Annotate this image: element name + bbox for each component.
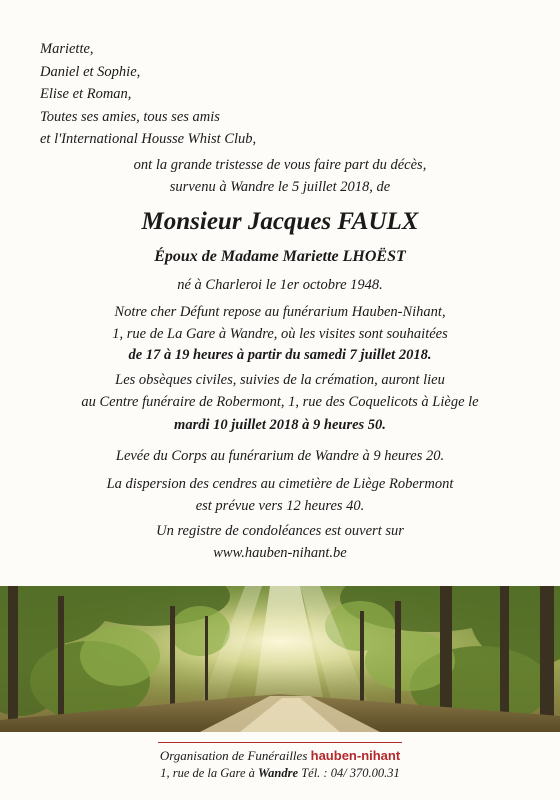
birth-line: né à Charleroi le 1er octobre 1948. bbox=[177, 277, 383, 293]
intro-line: ont la grande tristesse de vous faire part du décès, bbox=[133, 157, 427, 173]
brand-logo: hauben-nihant bbox=[310, 748, 401, 763]
register-url: www.hauben-nihant.be bbox=[213, 544, 347, 561]
dispersion-line: La dispersion des cendres au cimetière de Liège Robermont bbox=[106, 476, 454, 492]
footer-address bbox=[0, 766, 560, 781]
funeral-line: Les obsèques civiles, suivies de la crémation, auront lieu bbox=[115, 372, 445, 388]
forest-image bbox=[0, 586, 560, 732]
intro-text bbox=[0, 155, 560, 198]
family-line: Daniel et Sophie, bbox=[40, 63, 141, 80]
footer bbox=[0, 732, 560, 800]
levee-line: Levée du Corps au funérarium de Wandre à 9 heures 20. bbox=[115, 448, 445, 464]
family-line: Elise et Roman, bbox=[40, 86, 132, 102]
repose-text bbox=[0, 302, 560, 367]
repose-line: 1, rue de La Gare à Wandre, où les visites sont souhaitées bbox=[112, 325, 448, 342]
organisation-label: Organisation de Funérailles bbox=[159, 748, 308, 763]
family-line: et l'International Housse Whist Club, bbox=[40, 131, 257, 147]
address-city: Wandre bbox=[258, 766, 299, 780]
register-text bbox=[0, 521, 560, 564]
spouse-line: Époux de Madame Mariette LHOËST bbox=[154, 248, 406, 265]
funeral-text bbox=[0, 370, 560, 437]
deceased-name: Monsieur Jacques FAULX bbox=[141, 208, 419, 235]
family-line: Toutes ses amies, tous ses amis bbox=[40, 108, 220, 125]
repose-line: Notre cher Défunt repose au funérarium Hauben-Nihant, bbox=[114, 304, 446, 320]
footer-organisation bbox=[0, 748, 560, 764]
family-list bbox=[40, 38, 256, 151]
visit-hours: de 17 à 19 heures à partir du samedi 7 juillet 2018. bbox=[128, 347, 432, 363]
intro-line: survenu à Wandre le 5 juillet 2018, de bbox=[169, 178, 391, 195]
address-prefix: 1, rue de la Gare à bbox=[160, 766, 255, 780]
dispersion-text bbox=[0, 474, 560, 517]
family-line: Mariette, bbox=[40, 41, 94, 57]
dispersion-line: est prévue vers 12 heures 40. bbox=[195, 497, 365, 514]
funeral-datetime: mardi 10 juillet 2018 à 9 heures 50. bbox=[174, 417, 386, 433]
register-line: Un registre de condoléances est ouvert sur bbox=[156, 523, 404, 539]
footer-divider bbox=[158, 742, 402, 743]
funeral-line: au Centre funéraire de Robermont, 1, rue des Coquelicots à Liège le bbox=[81, 393, 479, 410]
phone-number: Tél. : 04/ 370.00.31 bbox=[301, 766, 400, 780]
